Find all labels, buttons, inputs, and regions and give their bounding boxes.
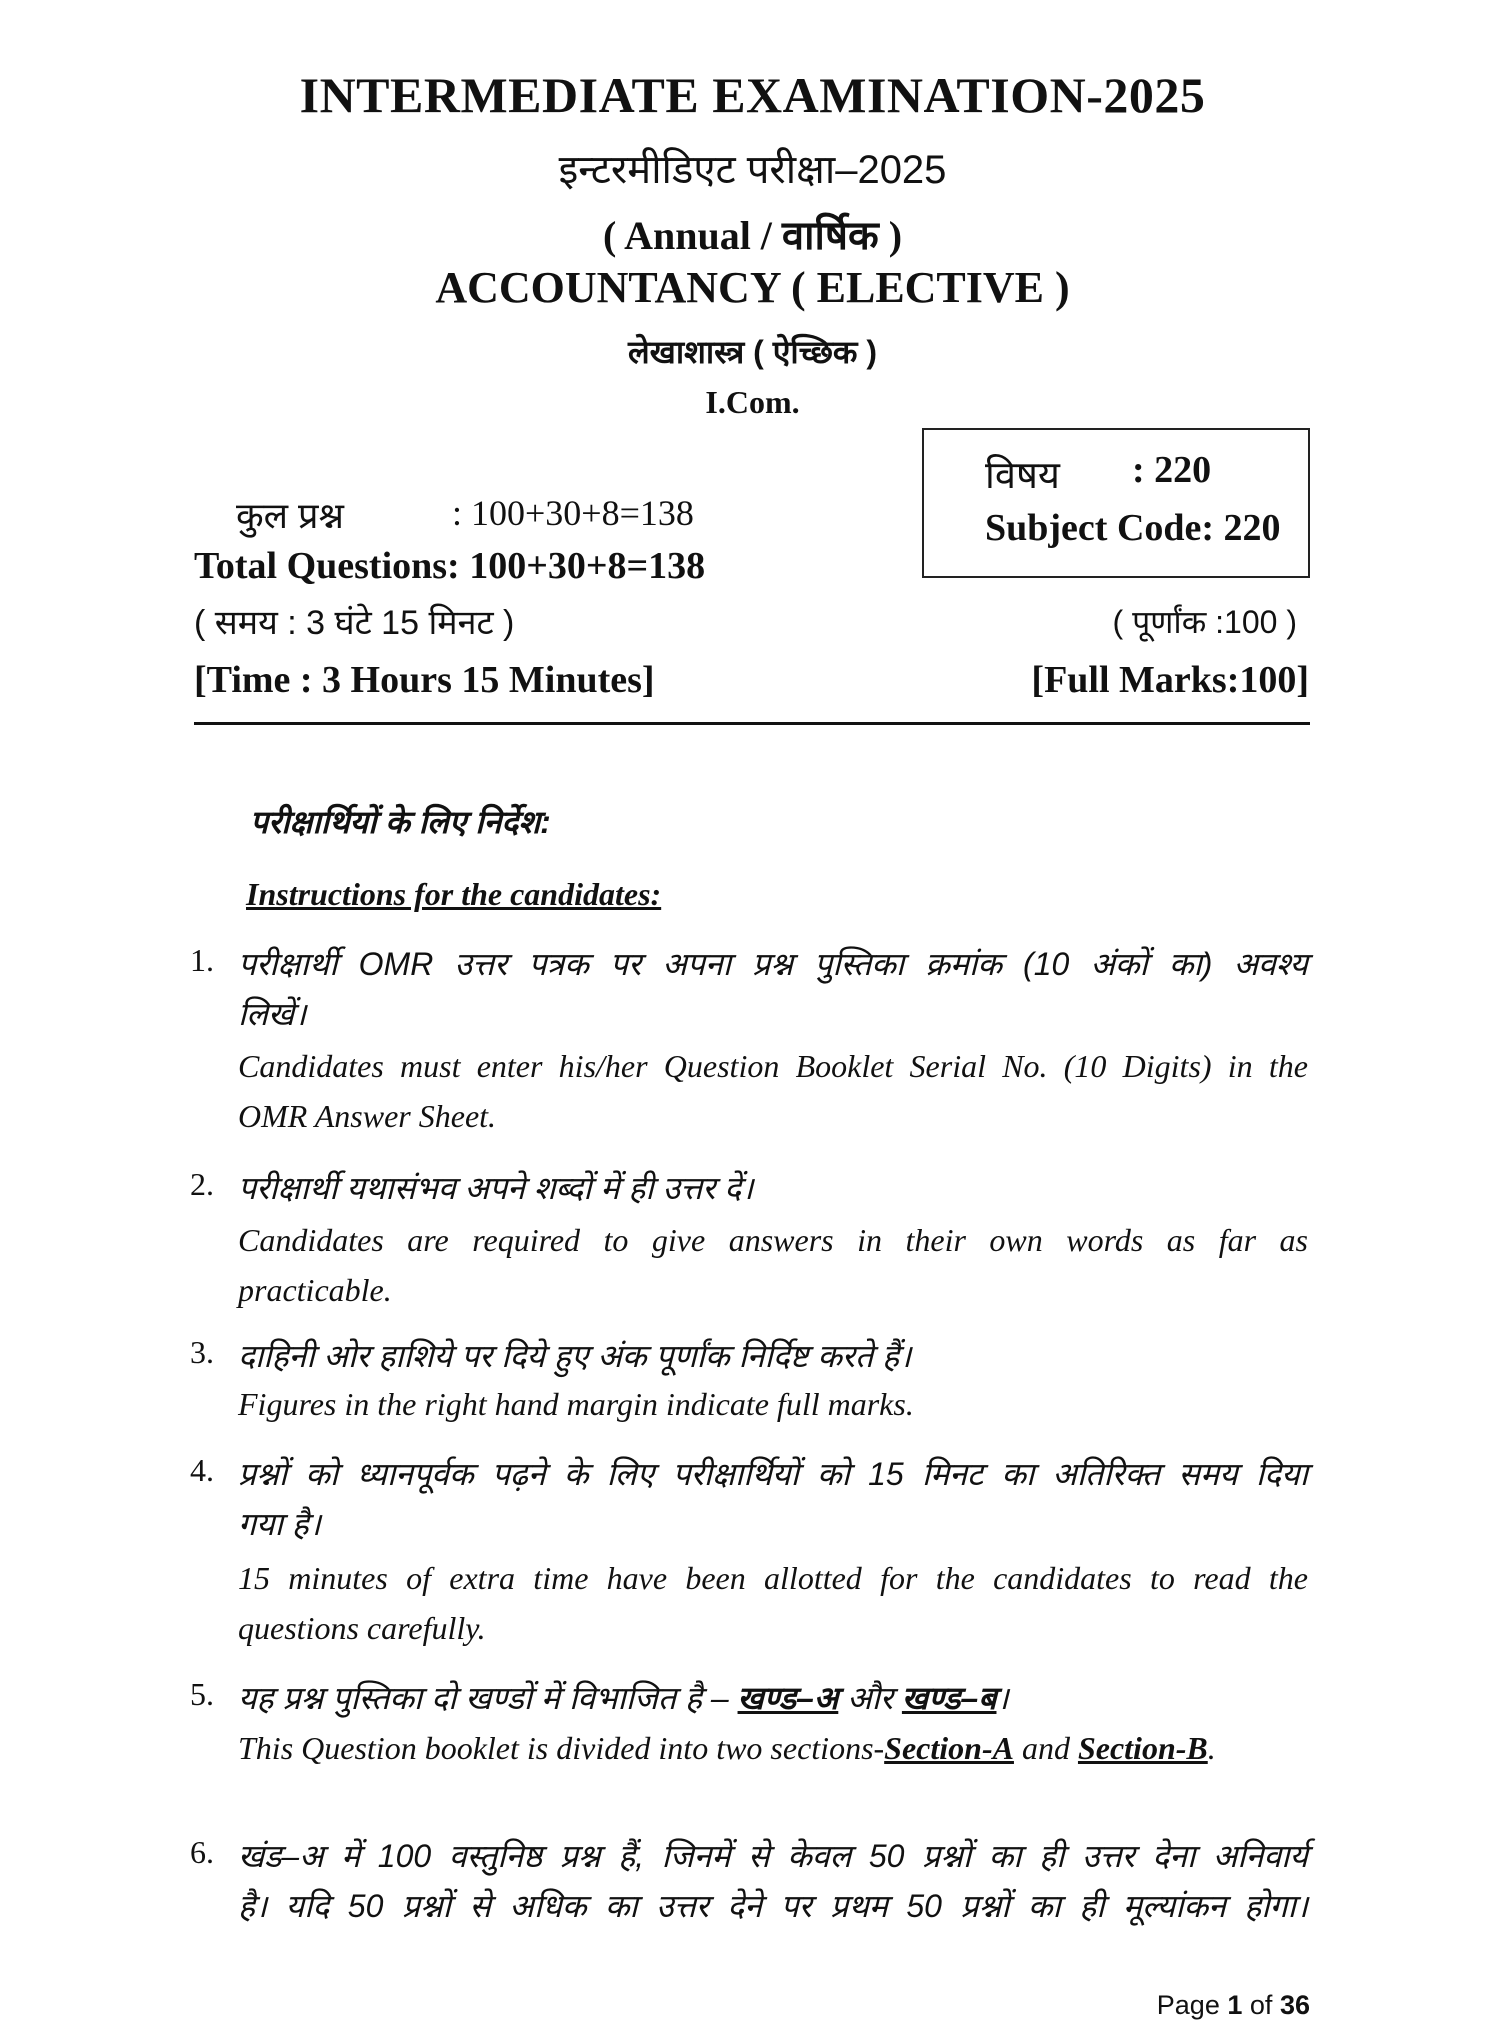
- conjunction-english: and: [1021, 1730, 1070, 1766]
- subject-code-box: [922, 428, 1310, 578]
- exam-title-hindi: इन्टरमीडिएट परीक्षा–2025: [558, 148, 947, 192]
- sections-sentence-hindi: यह प्रश्न पुस्तिका दो खण्डों में विभाजित है –: [238, 1680, 729, 1716]
- item-number: 3.: [190, 1334, 214, 1370]
- section-a-label: Section-A: [884, 1730, 1014, 1766]
- item-number: 5.: [190, 1676, 214, 1712]
- subject-code-english: Subject Code: 220: [985, 507, 1281, 549]
- sections-sentence-english: This Question booklet is divided into two sections-: [238, 1730, 885, 1766]
- item-text-english: Candidates are required to give answers in their own words as far as: [238, 1222, 1308, 1258]
- page-number: [1157, 1990, 1310, 2021]
- total-questions-english: Total Questions: 100+30+8=138: [194, 545, 706, 587]
- page-label: Page: [1156, 1990, 1220, 2020]
- instructions-heading-english: Instructions for the candidates:: [246, 876, 662, 912]
- item-text-english: 15 minutes of extra time have been allotted for the candidates to read the: [238, 1560, 1308, 1596]
- item-text-hindi: परीक्षार्थी OMR उत्तर पत्रक पर अपना प्रश्न पुस्तिका क्रमांक (10 अंकों का) अवश्य: [238, 946, 1308, 982]
- item-text-english: [238, 1730, 1308, 1767]
- item-text-hindi: [238, 1676, 1308, 1719]
- subject-title-hindi: लेखाशास्त्र ( ऐच्छिक ): [627, 334, 878, 370]
- conjunction-hindi: और: [847, 1680, 894, 1716]
- item-text-hindi: दाहिनी ओर हाशिये पर दिये हुए अंक पूर्णांक निर्दिष्ट करते हैं।: [238, 1338, 912, 1374]
- item-text-english: practicable.: [238, 1272, 392, 1308]
- time-english: [Time : 3 Hours 15 Minutes]: [194, 659, 655, 701]
- subject-title: ACCOUNTANCY ( ELECTIVE ): [435, 263, 1070, 312]
- sentence-end-english: .: [1207, 1730, 1216, 1766]
- course-name: I.Com.: [705, 384, 800, 420]
- full-marks-english: [Full Marks:100]: [1031, 659, 1309, 701]
- exam-title: INTERMEDIATE EXAMINATION-2025: [299, 67, 1206, 123]
- section-b-label-hindi: खण्ड–ब: [901, 1680, 997, 1716]
- section-a-label-hindi: खण्ड–अ: [737, 1680, 839, 1716]
- item-number: 1.: [190, 942, 214, 978]
- item-text-english: questions carefully.: [238, 1610, 486, 1646]
- full-marks-hindi: ( पूर्णांक :100 ): [1112, 604, 1297, 640]
- header-divider: [194, 722, 1310, 725]
- page-current: 1: [1227, 1990, 1243, 2020]
- page-total: 36: [1279, 1990, 1310, 2020]
- item-text-hindi: लिखें।: [238, 996, 307, 1032]
- item-text-english: Candidates must enter his/her Question Booklet Serial No. (10 Digits) in the: [238, 1048, 1308, 1084]
- exam-type: ( Annual / वार्षिक ): [602, 213, 903, 258]
- subject-code-label-hindi: विषय: [985, 455, 1060, 497]
- sentence-end-hindi: ।: [996, 1680, 1009, 1716]
- item-text-english: OMR Answer Sheet.: [238, 1098, 497, 1134]
- item-number: 2.: [190, 1166, 214, 1202]
- item-text-hindi: है। यदि 50 प्रश्नों से अधिक का उत्तर देने पर प्रथम 50 प्रश्नों का ही मूल्यांकन होगा।: [238, 1888, 1308, 1924]
- item-text-hindi: खंड–अ में 100 वस्तुनिष्ठ प्रश्न हैं, जिनमें से केवल 50 प्रश्नों का ही उत्तर देना अनिवार्य: [238, 1838, 1308, 1874]
- time-hindi: ( समय : 3 घंटे 15 मिनट ): [194, 604, 515, 642]
- item-number: 6.: [190, 1834, 214, 1870]
- instructions-heading-hindi: परीक्षार्थियों के लिए निर्देश:: [250, 804, 551, 840]
- item-text-english: Figures in the right hand margin indicate full marks.: [238, 1386, 914, 1422]
- subject-code-value-hindi: : 220: [1132, 449, 1212, 491]
- item-text-hindi: प्रश्नों को ध्यानपूर्वक पढ़ने के लिए परीक्षार्थियों को 15 मिनट का अतिरिक्त समय दिया: [238, 1456, 1308, 1492]
- total-questions-value-hindi: : 100+30+8=138: [452, 493, 694, 533]
- page-of: of: [1249, 1990, 1273, 2020]
- section-b-label: Section-B: [1077, 1730, 1208, 1766]
- item-number: 4.: [190, 1452, 214, 1488]
- item-text-hindi: गया है।: [238, 1506, 321, 1542]
- item-text-hindi: परीक्षार्थी यथासंभव अपने शब्दों में ही उत्तर दें।: [238, 1170, 754, 1206]
- total-questions-label-hindi: कुल प्रश्न: [236, 495, 344, 536]
